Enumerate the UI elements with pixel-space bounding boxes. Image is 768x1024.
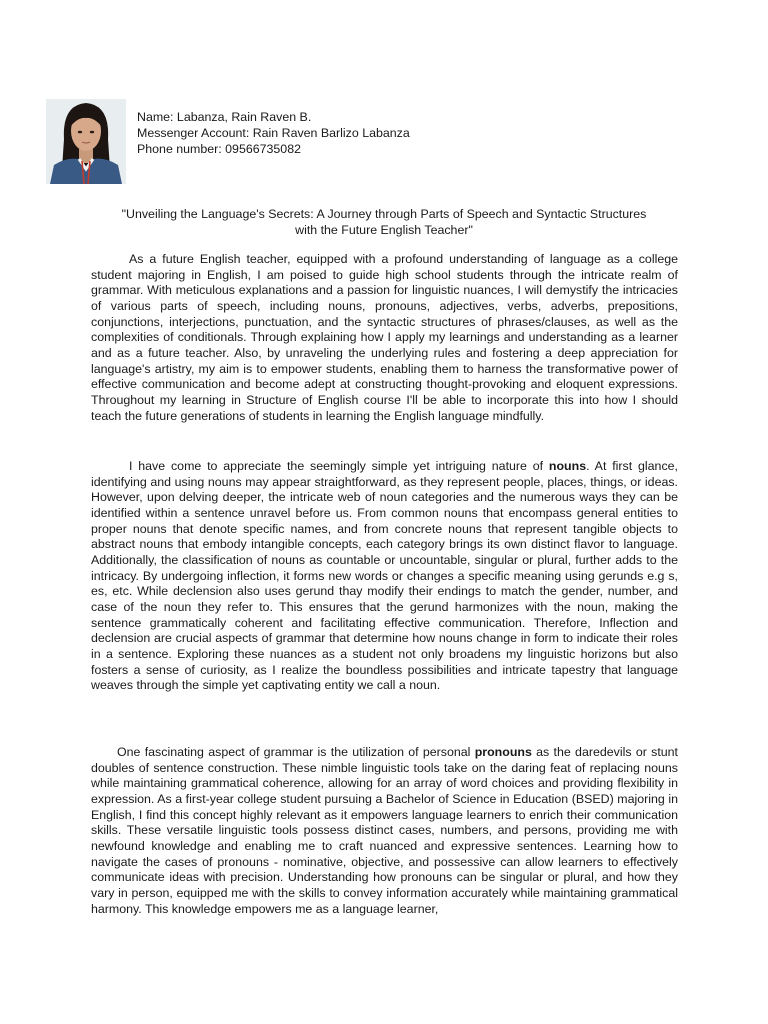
contact-info (137, 109, 410, 157)
paragraph-nouns-text-start: I have come to appreciate the seemingly simple yet intriguing nature of (129, 459, 549, 473)
keyword-pronouns: pronouns (474, 745, 532, 759)
messenger-account: Messenger Account: Rain Raven Barlizo Labanza (137, 126, 410, 140)
paragraph-pronouns-text-end: as the daredevils or stunt doubles of sentence construction. These nimble linguistic tools take on the daring feat of replacing nouns while maintaining grammatical coherence, allowing for an array of word choices and providing flexibility in expression. As a first-year college student pursuing a Bachelor of Science in Education (BSED) majoring in English, I find this concept highly relevant as it empowers language learners to enrich their communication skills. These versatile linguistic tools possess distinct cases, numbers, and persons, providing me with newfound knowledge and enabling me to craft nuanced and expressive sentences. Learning how to navigate the cases of pronouns - nominative, objective, and possessive can allow learners to effectively communicate ideas with precision. Understanding how pronouns can be singular or plural, and how they vary in person, equipped me with the skills to convey information accurately while maintaining grammatical harmony. This knowledge empowers me as a language learner, (91, 745, 679, 916)
portrait-icon (46, 99, 126, 184)
paragraph-nouns (91, 459, 678, 694)
essay-title-line-2: with the Future English Teacher" (295, 223, 473, 237)
essay-title-line-1: "Unveiling the Language's Secrets: A Journey through Parts of Speech and Syntactic Structures (121, 207, 647, 221)
portrait-photo (46, 99, 126, 184)
paragraph-pronouns-text-start: One fascinating aspect of grammar is the utilization of personal (117, 745, 475, 759)
paragraph-intro: As a future English teacher, equipped with a profound understanding of language as a college student majoring in English, I am poised to guide high school students through the intricate realm of grammar. With meticulous explanations and a passion for linguistic nuances, I will demystify the intricacies of various parts of speech, including nouns, pronouns, adjectives, verbs, adverbs, prepositions, conjunctions, interjections, punctuation, and the syntactic structures of phrases/clauses, as well as the complexities of conditionals. Through explaining how I apply my learnings and understanding as a learner and as a future teacher. Also, by unraveling the underlying rules and fostering a deep appreciation for language's artistry, my aim is to empower students, enabling them to harness the transformative power of effective communication and become adept at constructing thought-provoking and eloquent expressions. Throughout my learning in Structure of English course I'll be able to incorporate this into how I should teach the future generations of students in learning the English language mindfully. (91, 252, 678, 423)
paragraph-nouns-text-end: . At first glance, identifying and using nouns may appear straightforward, as they represent people, places, things, or ideas. However, upon delving deeper, the intricate web of noun categories and the numerous ways they can be identified within a sentence unravel before us. From common nouns that encompass general entities to proper nouns that denote specific names, and from concrete nouns that represent tangible objects to abstract nouns that embody intangible concepts, each category brings its own distinct flavor to language. Additionally, the classification of nouns as countable or uncountable, singular or plural, further adds to the intricacy. By undergoing inflection, it forms new words or changes a specific meaning using gerunds e.g s, es, etc. While declension also uses gerund thay modify their endings to match the gender, number, and case of the noun they refer to. This ensures that the gerund harmonizes with the noun, making the sentence grammatically coherent and facilitating effective communication. Therefore, Inflection and declension are crucial aspects of grammar that determine how nouns change in form to indicate their roles in a sentence. Exploring these nuances as a student not only broadens my linguistic horizons but also fosters a sense of curiosity, as I realize the boundless possibilities and intricate tapestry that language weaves through the simple yet captivating entity we call a noun. (91, 459, 678, 693)
essay-title (86, 206, 682, 238)
phone-number: Phone number: 09566735082 (137, 142, 301, 156)
paragraph-pronouns (91, 745, 678, 917)
student-name: Name: Labanza, Rain Raven B. (137, 110, 312, 124)
keyword-nouns: nouns (548, 459, 587, 473)
